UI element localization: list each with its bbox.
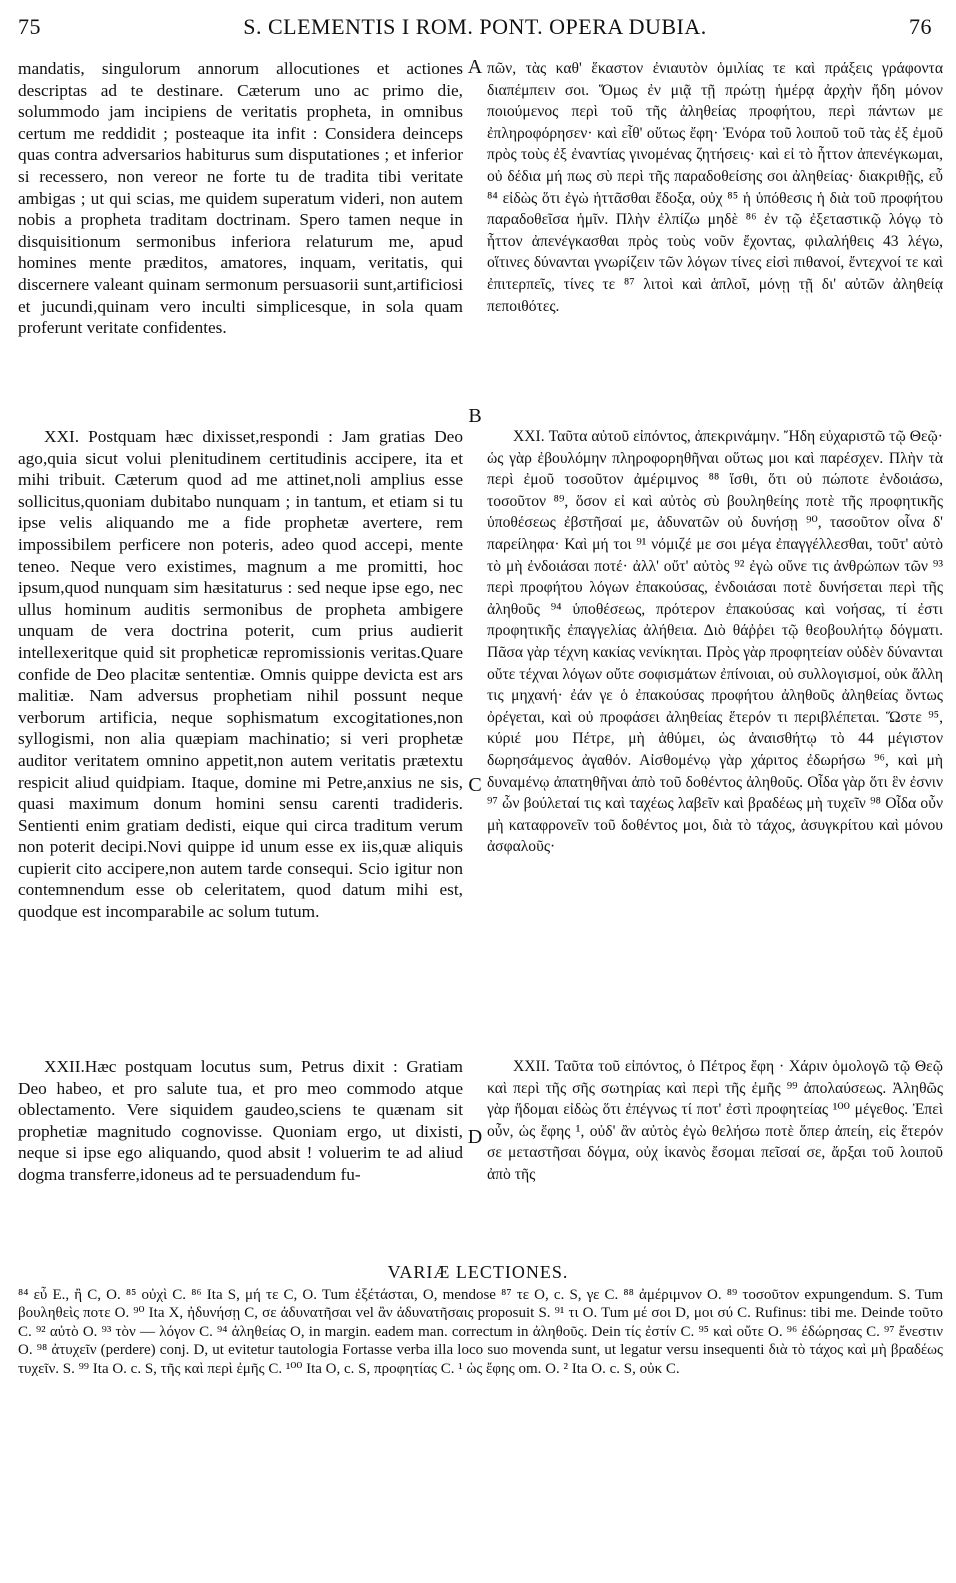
page-number-left: 75: [18, 14, 41, 39]
latin-column-xxi: [18, 426, 463, 923]
greek-column: [487, 58, 943, 317]
margin-letter-c: C: [468, 774, 482, 796]
margin-letter-a: A: [467, 56, 483, 78]
latin-paragraph-xxii: XXII.Hæc postquam locutus sum, Petrus dixit : Gratiam Deo habeo, et pro salute tua, et pro meo commodo atque oblectamento. Vere siquidem gaudeo,sciens te quænam sit prophetiæ magnitudo cognovisse. Quoniam ergo, ut dixisti, neque si ipse ego aliquando, quod absit ! voluerim te ad aliud dogma transferre,idoneus ad te persuadendum fu-: [18, 1057, 463, 1184]
greek-column-xxii: [487, 1056, 943, 1186]
margin-letter-b: B: [468, 405, 482, 427]
latin-paragraph-xxi: XXI. Postquam hæc dixisset,respondi : Jam gratias Deo ago,quia sicut volui plenitudinem certitudinis accipere, ita et mihi tribuit. Cæterum quod ad me attinet,noli amplius esse sollicitus,quoniam dubitabo nunquam ; in tantum, et etiam si tu ipse velis aliquando me a fide prophetæ avertere, rem impossibilem perficere non poteris, adeo quod accepi, mente teneo. Neque vero existimes, magnum a me promitti, hoc ipsum,quod nunquam sim hæsitaturus : sed neque ipse ego, nec ullus hominum auditis sermonibus de propheta ambigere unquam de vera doctrina poterit, cum prius audierit intellexeritque quid sit propheticæ repromissionis veritas.Quare confide de Deo placitæ sententiæ. Omnis quippe devicta est ars malitiæ. Nam adversus prophetiam nihil possunt neque verborum artificia, neque sophismatum excogitationes,non syllogismi, non alia quæpiam machinatio; si veri prophetæ auditor veritatem omnino appetit,non autem veritatis prætextu respicit aliud quidpiam. Itaque, domine mi Petre,anxius ne sis, quasi maximum donum homini sensu carenti tradideris. Sentienti enim gratiam dedisti, eique qui circa traditum verum non poterit decipi.Novi quippe id unum esse ex iis,quæ aliquis cupierit cito accipere,non autem tarde consequi. Scio igitur non contemnendum esse ob celeritatem, quod datum mihi est, quodque est incomparabile ac solum tutum.: [18, 427, 463, 922]
latin-paragraph-intro: mandatis, singulorum annorum allocutiones et actiones descriptas ad te destinare. Cæterum uno ac primo die, solummodo jam incipiens de veritatis propheta, in omnibus certum me reddidit ; posteaque ita infit : Considera deinceps quas contra adversarios habiturus sum disputationes ; et inferior si recessero, non vereor ne forte tu de tradita tibi veritate ambigas ; ut qui scias, me quidem superatum videri, non autem nobis a propheta traditam doctrinam. Spero tamen neque in disquisitionum sermonibus inferiora relaturum me, apud homines mente præditos, amatores, inquam, veritatis, qui discernere valeant quinam sermonum persuasorii sunt,artificiosi et jucundi,quinam vero inculti simplicesque, in sola quam proferunt veritate confidentes.: [18, 59, 463, 338]
greek-paragraph-xxii: XXII. Ταῦτα τοῦ εἰπόντος, ὁ Πέτρος ἔφη · Χάριν ὁμολογῶ τῷ Θεῷ καὶ περὶ τῆς σῆς σωτηρίας καὶ περὶ τῆς ἐμῆς ⁹⁹ ἀπολαύσεως. Ἀληθῶς γὰρ ἥδομαι εἰδὼς ὅτι ἐπέγνως τί ποτ' ἐστὶ προφητείας ¹⁰⁰ μέγεθος. Ἐπεὶ οὖν, ὡς ἔφης ¹, οὐδ' ἂν αὐτὸς ἐγὼ θελήσω ποτὲ ὅπερ ἀπείη, εἰς ἕτερόν σε μεταστῆσαι δόγμα, οὐχ ἱκανὸς ἔσομαι πεῖσαί σε, ἄρξαι τοῦ λοιποῦ ἀπὸ τῆς: [487, 1058, 943, 1183]
latin-column-xxii: [18, 1056, 463, 1186]
margin-letter-d: D: [467, 1126, 483, 1148]
latin-column: [18, 58, 463, 339]
variae-lectiones-notes: ⁸⁴ εὖ E., ἢ C, O. ⁸⁵ οὐχὶ C. ⁸⁶ Ita S, μή τε C, O. Tum ἐξέτάσται, O, mendose ⁸⁷ τε O, c. S, γε C. ⁸⁸ ἀμέριμνον O. ⁸⁹ τοσοῦτον expungendum. S. Tum βουληθεὶς ποτε O. ⁹⁰ Ita X, ἠδυνήσῃ C, σε ἀδυνατῆσαι vel ἂν ἀδυνατῆσαις proposuit S. ⁹¹ τι O. Tum μέ σοι D, μοι σύ C. Rufinus: tibi me. Deinde τοῦτο C. ⁹² αὐτὸ O. ⁹³ τὸν — λόγον C. ⁹⁴ ἀληθείας O, in margin. eadem man. correctum in ἀληθοῦς. Dein τίς ἐστίν C. ⁹⁵ καὶ οὔτε O. ⁹⁶ ἐδώρησας C. ⁹⁷ ἔνεστιν O. ⁹⁸ ἀτυχεῖν (perdere) conj. D, ut evitetur tautologia Fortasse verba illa loco suo movenda sunt, ut legatur versu insequenti διὰ τὸ τάχος καὶ μὴ βραδέως τυχεῖν. S. ⁹⁹ Ita O. c. S, τῆς καὶ περὶ ἐμῆς C. ¹⁰⁰ Ita O, c. S, προφητίας C. ¹ ὡς ἔφης om. O. ² Ita O. c. S, οὐκ C.: [18, 1287, 943, 1377]
running-title: S. CLEMENTIS I ROM. PONT. OPERA DUBIA.: [243, 14, 707, 39]
greek-column-xxi: [487, 426, 943, 858]
greek-paragraph-xxi: XXI. Ταῦτα αὐτοῦ εἰπόντος, ἀπεκρινάμην. Ἤδη εὐχαριστῶ τῷ Θεῷ· ὡς γὰρ ἐβουλόμην πληροφορηθῆναι οὕτως μοι καὶ παρέσχεν. Πλὴν τὰ περὶ ἐμοῦ τοσοῦτον ἀμέριμνος ⁸⁸ ἴσθι, ὅτι οὐ πώποτε ἐνδοιάσω, τοσοῦτον ⁸⁹, ὅσον εἰ καὶ αὐτὸς σὺ βουληθείης ποτὲ τῆς προφητικῆς ὑποθέσεως ἐβστῆσαί με, ἀδυνατῶν οὐ δυνήσῃ ⁹⁰, τασοῦτον οἶνα δ' παρείληφα· Καὶ μή τοι ⁹¹ νόμιζέ με σοι μέγα ἐπαγγέλλεσθαι, τοῦτ' αὐτὸ τὸ μὴ ἐνδοιάσαι ποτέ· ἀλλ' οὔτ' αὐτὸς ⁹² ἐγὼ οὔνε τις ἀνθρώπων τῶν ⁹³ περὶ προφήτου λόγων ἐπακούσας, ἐνδοιάσαι ποτὲ δυνήσεται περὶ τῆς ἀληθοῦς ⁹⁴ ὑποθέσεως, πρότερον ἐπακούσας καὶ νοήσας, τί ἐστι προφητικῆς ἐπαγγελίας ἀλήθεια. Διὸ θάῤῥει τῷ θεοβουλήτῳ δόγματι. Πᾶσα γὰρ τέχνη κακίας νενίκηται. Πρὸς γὰρ προφητείαν οὐδὲν δύνανται οὔτε τέχναι λόγων οὔτε σοφισμάτων ἐπίνοιαι, οὐ συλλογισμοί, οὐκ ἄλλη τις μηχανή· ἐάν γε ὁ ἐπακούσας προφήτου ἀληθοῦς ἀληθείας ὄντως ὀρέγεται, καὶ οὐ προφάσει ἀληθείας ἕτερόν τι περιβλέπεται. Ὥστε ⁹⁵, κύριέ μου Πέτρε, μὴ ἀθύμει, ὡς ἀναισθήτῳ τὸ 44 μέγιστον δωρησάμενος ἀγαθόν. Αἰσθομένῳ γὰρ χάριτος ἐδωρήσω ⁹⁶, καὶ μὴ δυναμένῳ ἀπατηθῆναι ἀπὸ τοῦ δοθέντος ἀληθοῦς. Οἶδα γὰρ ὅτι ἓν ἐσνιν ⁹⁷ ὧν βούλεταί τις καὶ ταχέως λαβεῖν καὶ βραδέως μὴ τυχεῖν ⁹⁸ Οἶδα οὖν μὴ καταφρονεῖν τοῦ δοθέντος μοι, διὰ τὸ τάχος, ἀσυγκρίτου καὶ μόνου ἀσφαλοῦς·: [487, 428, 943, 856]
page-number-right: 76: [909, 14, 932, 39]
page-header: [18, 14, 932, 44]
variae-lectiones-heading: VARIÆ LECTIONES.: [387, 1262, 569, 1282]
greek-paragraph-intro: πῶν, τὰς καθ' ἕκαστον ἐνιαυτὸν ὁμιλίας τε καὶ πράξεις γράφοντα διαπέμπειν σοι. Ὅμως ἐν μιᾷ τῇ πρώτῃ ἡμέρᾳ ἀρχὴν ἤδη μόνον ποιούμενος περὶ τοῦ τῆς ἀληθείας προφήτου, περὶ πάντων με ἐπληροφόρησεν· καὶ εἶθ' οὕτως ἔφη· Ἐνόρα τοῦ λοιποῦ τοῦ τὰς ἐξ ἐμοῦ πρὸς τοὺς ἐξ ἐναντίας γινομένας ζητήσεις· καὶ εἰ τὸ ἧττον ἀπενέγκωμαι, οὐ δέδια μή πως σὺ περὶ τῆς παραδοθείσης σοι ἀληθείας· διακριθῇς, εὖ ⁸⁴ εἰδὼς ὅτι ἐγὼ ἡττᾶσθαι ἔδοξα, οὐχ ⁸⁵ ἡ ὑπόθεσις ἡ διὰ τοῦ προφήτου παραδοθεῖσα ἡμῖν. Πλὴν ἐλπίζω μηδὲ ⁸⁶ ἐν τῷ ἐξεταστικῷ λόγῳ τὸ ἧττον ἀπενέγκασθαι πρὸς τοὺς νοῦν ἔχοντας, φιλαλήθεις 43 λέγω, οἵτινες δύνανται γνωρίζειν τῶν λόγων τίνες εἰσὶ πιθανοί, ἔντεχνοί τε καὶ ἐπιτερπεῖς, τίνες τε ⁸⁷ λιτοὶ καὶ ἁπλοῖ, μόνῃ τῇ δι' αὐτῶν ἀληθείᾳ πεποιθότες.: [487, 60, 943, 315]
